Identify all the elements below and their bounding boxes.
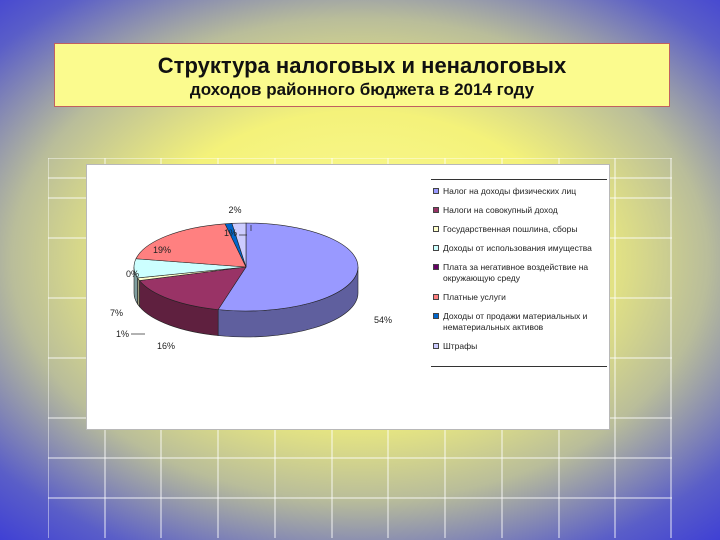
legend-item [431, 292, 607, 303]
pie-data-label: 19% [152, 245, 172, 255]
legend-label: Государственная пошлина, сборы [443, 224, 578, 234]
legend-item [431, 205, 607, 216]
legend-label: Плата за негативное воздействие на окружающую среду [443, 262, 589, 283]
pie-data-label: 16% [156, 341, 176, 351]
pie-data-label: 0% [125, 269, 139, 279]
pie-chart [87, 165, 427, 431]
legend-item [431, 224, 607, 235]
legend-label: Штрафы [443, 341, 478, 351]
chart-panel [86, 164, 610, 430]
legend-label: Налог на доходы физических лиц [443, 186, 577, 196]
pie-data-label: 2% [228, 205, 242, 215]
legend-item [431, 311, 607, 333]
pie-data-label: 1% [223, 228, 237, 238]
slide-title: Структура налоговых и неналоговых [157, 53, 567, 78]
legend-label: Налоги на совокупный доход [443, 205, 558, 215]
legend-swatch [433, 245, 439, 251]
pie-data-label: 54% [374, 315, 393, 325]
pie-data-label: 1% [115, 329, 129, 339]
pie-tops [134, 223, 358, 311]
legend-swatch [433, 264, 439, 270]
legend-item [431, 262, 607, 284]
legend-item [431, 186, 607, 197]
pie-data-label: 7% [109, 308, 123, 318]
legend-swatch [433, 343, 439, 349]
legend-label: Доходы от продажи материальных и нематериальных активов [443, 311, 588, 332]
legend-item [431, 243, 607, 254]
legend-swatch [433, 313, 439, 319]
legend-label: Доходы от использования имущества [443, 243, 592, 253]
legend-swatch [433, 226, 439, 232]
legend-swatch [433, 207, 439, 213]
legend-swatch [433, 294, 439, 300]
legend-item [431, 341, 607, 352]
legend-label: Платные услуги [443, 292, 506, 302]
chart-legend [431, 179, 607, 367]
slide-title-box [54, 43, 670, 107]
legend-swatch [433, 188, 439, 194]
slide-subtitle: доходов районного бюджета в 2014 году [189, 80, 535, 99]
